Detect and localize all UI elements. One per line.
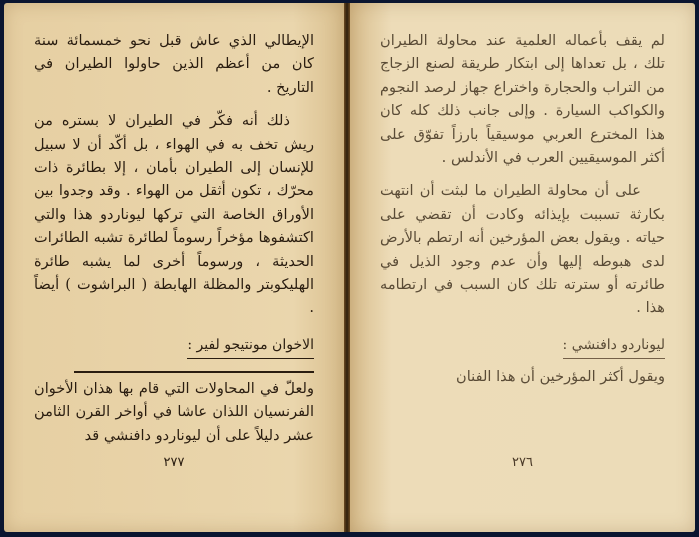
- left-paragraph-1: الإيطالي الذي عاش قبل نحو خمسمائة سنة كان من أعظم الذين حاولوا الطيران في التاريخ .: [34, 32, 314, 96]
- left-page-number: ٢٧٧: [163, 455, 185, 470]
- left-page-text: [34, 29, 314, 447]
- section-heading: ليوناردو دافنشي :: [563, 334, 665, 359]
- section-heading: الاخوان مونتيجو لفير :: [187, 334, 314, 359]
- right-heading: [380, 320, 665, 365]
- right-paragraph-3: ويقول أكثر المؤرخين أن هذا الفنان: [456, 368, 665, 386]
- right-page-text: [380, 29, 665, 389]
- heading-rule: [74, 371, 314, 373]
- book-spread: [4, 3, 695, 532]
- right-paragraph-2: على أن محاولة الطيران ما لبثت أن انتهت بكارثة تسببت بإيذائه وكادت أن تقضي على حياته . ويقول بعض المؤرخين أنه ارتطم بالأرض لدى هبوطه إليها وأن عدم وجود الذيل في طائرته أو سترته تلك كان السبب في ارتطامه هذا .: [380, 182, 665, 317]
- left-paragraph-3: ولعلّ في المحاولات التي قام بها هذان الأخوان الفرنسيان اللذان عاشا في أواخر القرن الثامن عشر دليلاً على أن ليوناردو دافنشي قد: [34, 379, 314, 444]
- left-heading: [34, 320, 314, 365]
- right-page-number: ٢٧٦: [512, 455, 533, 470]
- left-paragraph-2: ذلك أنه فكّر في الطيران لا بستره من ريش تخف به في الهواء ، بل أكّد أن لا سبيل للإنسان إلى الطيران بأمان ، إلا بطائرة ذات محرّك ، تكون أثقل من الهواء . وقد وجدوا بين الأوراق الخاصة التي تركها ليوناردو هذا والتي اكتشفوها مؤخراً رسوماً لطائرة تشبه الطائرات الحديثة ، ورسوماً أخرى لما يشبه طائرة الهليكوبتر والمظلة الهابطة ( البراشوت ) أيضاً .: [34, 112, 314, 317]
- left-page: [4, 3, 344, 532]
- right-paragraph-1: لم يقف بأعماله العلمية عند محاولة الطيران تلك ، بل تعداها إلى ابتكار طريقة لصنع الزجاج من التراب والحجارة واختراع جهاز لرصد النجوم والكواكب السيارة . وإلى جانب ذلك كله كان هذا المخترع العربي موسيقياً بارزاً تفوّق على أكثر الموسيقيين العرب في الأندلس .: [380, 32, 665, 167]
- right-page: [350, 3, 695, 532]
